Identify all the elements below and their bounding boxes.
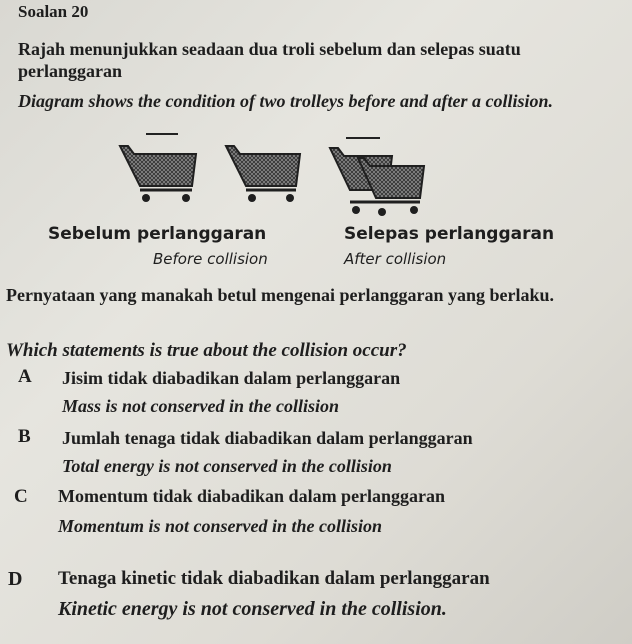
option-text-malay: Tenaga kinetic tidak diabadikan dalam perlanggaran	[58, 568, 490, 589]
question-number: Soalan 20	[18, 2, 89, 21]
after-collision-label-malay: Selepas perlanggaran	[344, 224, 555, 244]
question-stem-english: Which statements is true about the collision occur?	[6, 340, 407, 361]
before-collision-label-english: Before collision	[153, 250, 268, 268]
after-collision-label-english: After collision	[344, 250, 447, 268]
before-collision-label-malay: Sebelum perlanggaran	[48, 224, 267, 244]
option-text-english: Mass is not conserved in the collision	[62, 396, 340, 416]
trolleys-after-combined	[330, 148, 424, 216]
option-letter: A	[18, 366, 32, 387]
option-text-english: Total energy is not conserved in the collision	[62, 456, 392, 476]
option-letter: B	[18, 426, 31, 447]
option-text-english: Momentum is not conserved in the collision	[58, 516, 383, 536]
question-prompt-malay: Rajah menunjukkan seadaan dua troli sebelum dan selepas suatu perlanggaran	[18, 39, 521, 81]
trolley-illustration	[0, 128, 632, 228]
option-letter: C	[14, 486, 28, 507]
option-text-malay: Jisim tidak diabadikan dalam perlanggaran	[62, 368, 401, 388]
option-letter: D	[8, 568, 23, 590]
question-prompt-english: Diagram shows the condition of two trolleys before and after a collision.	[18, 91, 554, 111]
trolley-diagram	[0, 128, 632, 278]
question-stem-malay: Pernyataan yang manakah betul mengenai perlanggaran yang berlaku.	[6, 285, 555, 305]
trolley-1-before	[120, 146, 196, 202]
option-text-malay: Jumlah tenaga tidak diabadikan dalam perlanggaran	[62, 428, 473, 448]
option-text-english: Kinetic energy is not conserved in the collision.	[58, 598, 447, 620]
trolley-2-before	[226, 146, 300, 202]
option-text-malay: Momentum tidak diabadikan dalam perlanggaran	[58, 486, 446, 506]
